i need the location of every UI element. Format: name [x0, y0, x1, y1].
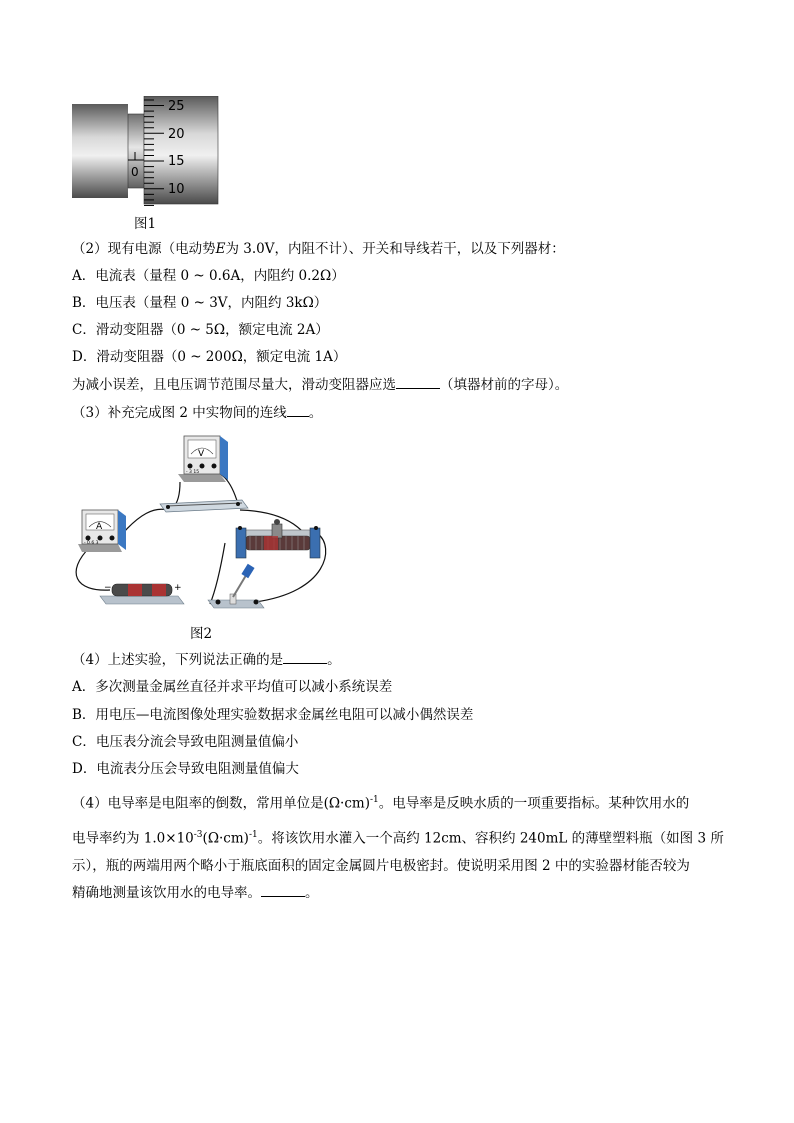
q2-answer-blank[interactable] [396, 376, 440, 389]
q4b-line2: 电导率约为 $1.0\times 10^{-3}(\Omega\cdot cm)^{-1}$。将该饮用水灌入一个高约 12cm、容积约 240mL 的薄壁塑料瓶（如图 3 所 [72, 830, 724, 847]
figure1-micrometer [72, 96, 222, 206]
ammeter [78, 510, 126, 552]
rheostat [236, 519, 320, 558]
thimble-label-15: 15 [168, 154, 185, 169]
thimble-label-20: 20 [168, 127, 185, 142]
rheostat-slider [272, 524, 282, 538]
emf-symbol: E [215, 241, 226, 257]
voltmeter [178, 436, 228, 482]
battery [100, 583, 184, 604]
thimble-label-10: 10 [168, 182, 185, 197]
q4b-line3: 示），瓶的两端用两个略小于瓶底面积的固定金属圆片电极密封。使说明采用图 2 中的实验器材能否较为 [72, 858, 690, 874]
voltmeter-symbol: V [198, 449, 205, 459]
q2-option-a: A．电流表（量程 0 ~ 0.6A，内阻约 0.2Ω） [72, 268, 345, 284]
q4a-option-b: B．用电压—电流图像处理实验数据求金属丝电阻可以减小偶然误差 [72, 707, 474, 723]
q4a-answer-blank[interactable] [283, 651, 327, 664]
q2-question: 为减小误差，且电压调节范围尽量大，滑动变阻器应选 （填器材前的字母）。 [72, 377, 569, 393]
voltmeter-terminals: - 3 15 [186, 470, 200, 475]
q2-option-c: C．滑动变阻器（0 ~ 5Ω，额定电流 2A） [72, 322, 329, 338]
battery-minus: − [104, 583, 112, 593]
q4b-line1: （4）电导率是电阻率的倒数，常用单位是$(\Omega\cdot cm)^{-1}$。电导率是反映水质的一项重要指标。某种饮用水的 [72, 795, 690, 812]
micrometer-drawing [72, 96, 222, 206]
sleeve-zero-label: 0 [131, 165, 139, 179]
q4b-answer-blank[interactable] [261, 884, 305, 897]
q2-option-d: D．滑动变阻器（0 ~ 200Ω，额定电流 1A） [72, 349, 347, 365]
q2-intro: （2）现有电源（电动势E为 3.0V，内阻不计）、开关和导线若干，以及下列器材： [72, 241, 565, 257]
voltmeter-side [220, 436, 228, 480]
resistance-wire-board [160, 500, 248, 512]
figure2-caption: 图2 [190, 626, 213, 642]
q3-answer-blank[interactable] [287, 404, 309, 417]
switch-handle [241, 564, 254, 578]
circuit-drawing [70, 432, 332, 614]
q4a-option-c: C．电压表分流会导致电阻测量值偏小 [72, 734, 299, 750]
micrometer-frame [72, 104, 128, 198]
q4a-text: （4）上述实验，下列说法正确的是 。 [72, 652, 341, 668]
thimble-label-25: 25 [168, 99, 185, 114]
q4a-option-a: A．多次测量金属丝直径并求平均值可以减小系统误差 [72, 679, 393, 695]
ammeter-symbol: A [96, 522, 103, 532]
q4b-line4: 精确地测量该饮用水的电导率。 。 [72, 885, 319, 901]
ammeter-side [118, 510, 126, 550]
q4b-unit: (Ω·cm) [323, 795, 370, 812]
ammeter-terminals: - 0.6 3 [84, 541, 99, 546]
q3-text: （3）补充完成图 2 中实物间的连线 。 [72, 405, 323, 421]
q2-option-b: B．电压表（量程 0 ~ 3V，内阻约 3kΩ） [72, 295, 328, 311]
q4a-option-d: D．电流表分压会导致电阻测量值偏大 [72, 761, 299, 777]
battery-plus: + [174, 583, 182, 593]
figure1-caption: 图1 [134, 216, 157, 232]
figure2-circuit [70, 432, 332, 614]
